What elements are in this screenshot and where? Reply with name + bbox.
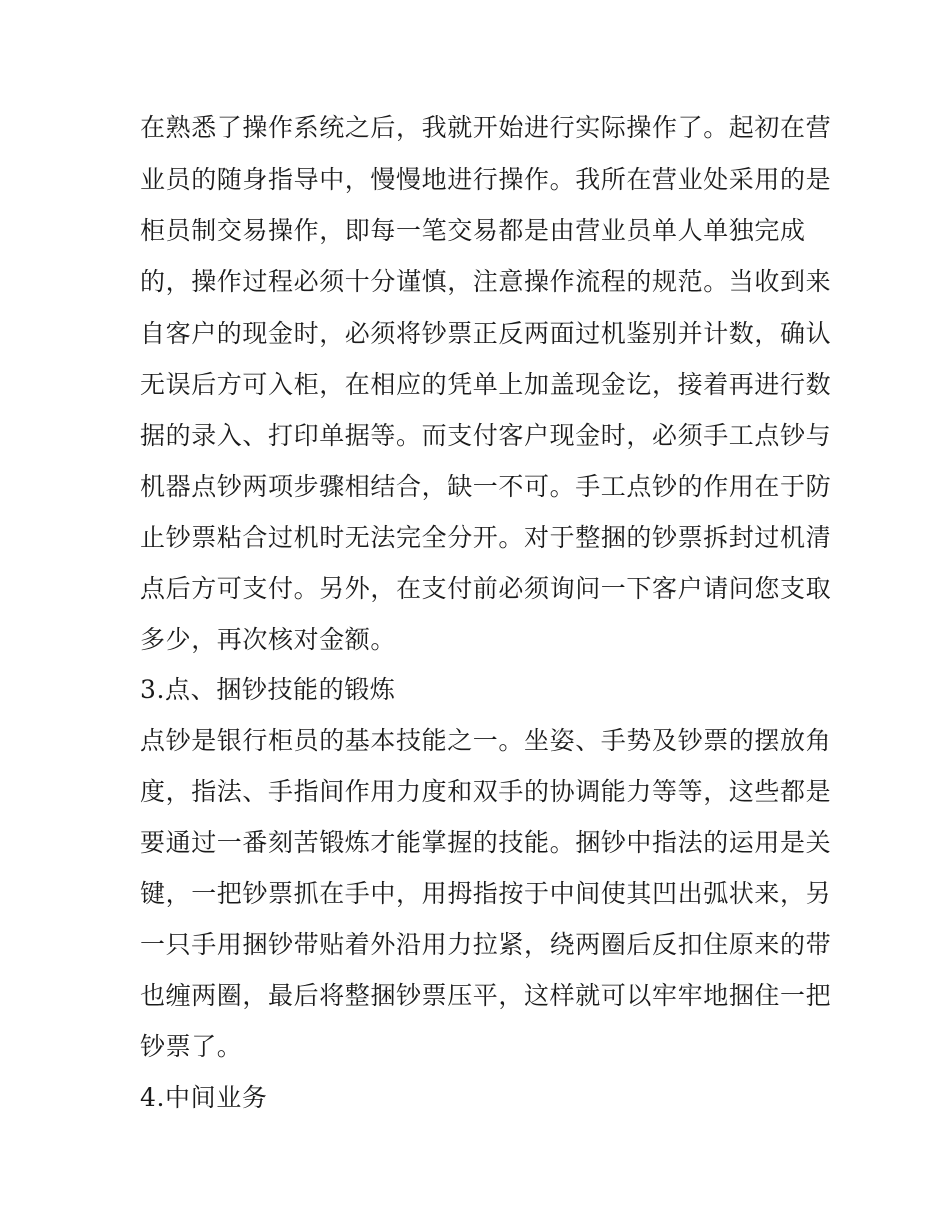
paragraph-line: 一只手用捆钞带贴着外沿用力拉紧，绕两圈后反扣住原来的带: [140, 930, 832, 959]
paragraph-line: 据的录入、打印单据等。而支付客户现金时，必须手工点钞与: [140, 421, 832, 450]
paragraph-line: 止钞票粘合过机时无法完全分开。对于整捆的钞票拆封过机清: [140, 523, 832, 552]
paragraph-line: 无误后方可入柜，在相应的凭单上加盖现金讫，接着再进行数: [140, 370, 832, 399]
paragraph-line: 的，操作过程必须十分谨慎，注意操作流程的规范。当收到来: [140, 267, 832, 296]
paragraph-line: 点钞是银行柜员的基本技能之一。坐姿、手势及钞票的摆放角: [140, 726, 832, 755]
paragraph-line: 多少，再次核对金额。: [140, 625, 397, 654]
paragraph-line: 点后方可支付。另外，在支付前必须询问一下客户请问您支取: [140, 574, 832, 603]
paragraph-line: 度，指法、手指间作用力度和双手的协调能力等等，这些都是: [140, 777, 832, 806]
paragraph-line: 要通过一番刻苦锻炼才能掌握的技能。捆钞中指法的运用是关: [140, 828, 832, 857]
paragraph-line: 自客户的现金时，必须将钞票正反两面过机鉴别并计数，确认: [140, 319, 832, 348]
paragraph-line: 键，一把钞票抓在手中，用拇指按于中间使其凹出弧状来，另: [140, 879, 832, 908]
paragraph-line: 在熟悉了操作系统之后，我就开始进行实际操作了。起初在营: [140, 113, 832, 142]
paragraph-line: 柜员制交易操作，即每一笔交易都是由营业员单人单独完成: [140, 216, 806, 245]
paragraph-line: 也缠两圈，最后将整捆钞票压平，这样就可以牢牢地捆住一把: [140, 981, 832, 1010]
paragraph-line: 钞票了。: [140, 1032, 243, 1061]
paragraph-line: 机器点钞两项步骤相结合，缺一不可。手工点钞的作用在于防: [140, 472, 832, 501]
section-heading: 4.中间业务: [140, 1083, 268, 1112]
paragraph-line: 业员的随身指导中，慢慢地进行操作。我所在营业处采用的是: [140, 165, 832, 194]
section-heading: 3.点、捆钞技能的锻炼: [140, 675, 396, 704]
